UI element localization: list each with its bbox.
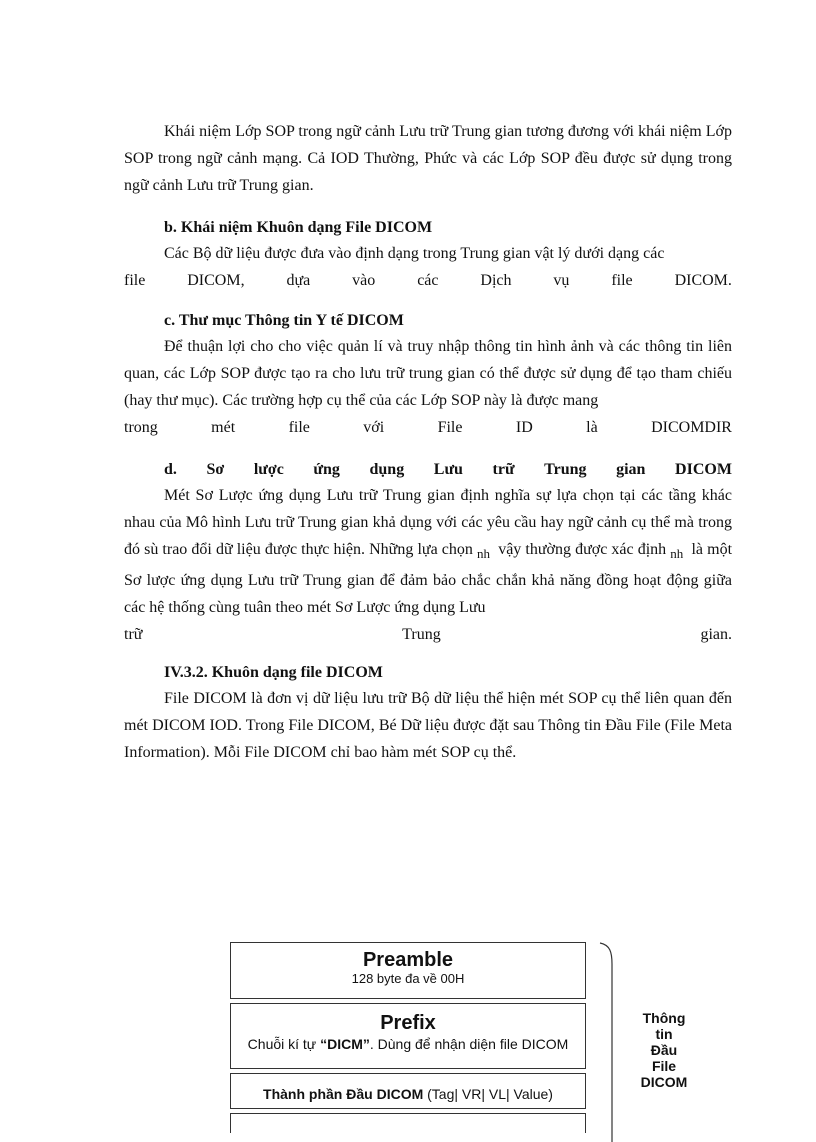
heading-medical-directory: c. Thư mục Thông tin Y tế DICOM: [164, 312, 404, 329]
word: file: [288, 419, 310, 436]
word: ID: [515, 419, 533, 436]
heading-file-format-concept: b. Khái niệm Khuôn dạng File DICOM: [164, 219, 433, 236]
text-run: vậy thường được xác định: [498, 541, 667, 558]
word: file: [611, 272, 633, 289]
word: là: [586, 419, 598, 436]
prefix-description: [231, 1036, 585, 1052]
word: File: [437, 419, 463, 436]
justified-line: [124, 621, 732, 648]
paragraph-file-format: [124, 240, 732, 294]
word: gian: [616, 461, 646, 478]
word: với: [363, 419, 385, 436]
heading-application-profile: [124, 456, 732, 483]
preamble-description: 128 byte đa về 00H: [351, 971, 465, 986]
word: Trung: [402, 626, 441, 643]
word: DICOM,: [187, 272, 245, 289]
word: Dịch: [480, 272, 512, 289]
paragraph-sop-context: Khái niệm Lớp SOP trong ngữ cảnh Lưu trữ Trung gian tương đương với khái niệm Lớp SOP trong ngữ cảnh mạng. Cả IOD Thường, Phức và các Lớp SOP đều được sử dụng trong ngữ cảnh Lưu trữ Trung gian.: [124, 123, 732, 194]
label-line: Đầu: [650, 1042, 678, 1058]
preamble-box: [230, 942, 586, 999]
right-brace: [598, 942, 620, 1142]
paragraph-directory: [124, 333, 732, 441]
word: dụng: [369, 461, 405, 478]
file-meta-info-label: [628, 1010, 700, 1090]
subscript-fragment: nh: [670, 546, 684, 561]
label-line: File: [651, 1058, 677, 1074]
word: vào: [352, 272, 376, 289]
word: mét: [211, 419, 236, 436]
word: Sơ: [206, 461, 225, 478]
word: Trung: [544, 461, 587, 478]
paragraph-dicom-file: File DICOM là đơn vị dữ liệu lưu trữ Bộ dữ liệu thể hiện mét SOP cụ thể liên quan đến mét DICOM IOD. Trong File DICOM, Bé Dữ liệu được đặt sau Thông tin Đầu File (File Meta Information). Mỗi File DICOM chỉ bao hàm mét SOP cụ thể.: [124, 690, 732, 761]
text-run: . Dùng để nhận diện file DICOM: [369, 1036, 569, 1052]
word: trữ: [492, 461, 515, 478]
next-element-box: [230, 1113, 586, 1133]
label-line: DICOM: [640, 1074, 688, 1090]
label-line: Thông: [642, 1010, 686, 1026]
word: Lưu: [433, 461, 463, 478]
word: vụ: [553, 272, 570, 289]
paragraph-application-profile: [124, 482, 732, 648]
word: các: [417, 272, 439, 289]
paragraph-lines: [124, 482, 732, 621]
paragraph-lines: Để thuận lợi cho cho việc quản lí và truy nhập thông tin hình ảnh và các thông tin liên quan, các Lớp SOP được tạo ra cho lưu trữ trung gian có thể được sử dụng để tạo tham chiếu (hay thư mục). Các trường hợp cụ thể của các Lớp SOP này là được mang: [124, 338, 732, 409]
word: dựa: [286, 272, 311, 289]
word: trong: [124, 419, 158, 436]
text-run: là một Sơ lược ứng dụng Lưu trữ Trung gian để đảm bảo chắc chắn khả năng đồng hoạt động giữa các hệ thống cùng tuân theo mét Sơ Lược ứng dụng Lưu: [124, 541, 733, 616]
word: gian.: [700, 626, 732, 643]
justified-line: [124, 414, 732, 441]
text-run: Chuỗi kí tự: [247, 1036, 321, 1052]
text-run: Mét Sơ Lược ứng dụng Lưu trữ Trung gian định nghĩa sự lựa chọn tại các tầng khác nhau của Mô hình Lưu trữ Trung gian khả dụng với các yêu cầu hay ngữ cảnh cụ thể mà trong đó sù trao đổi dữ liệu được thực hiện. Những lựa chọn: [124, 487, 732, 558]
word: d.: [164, 461, 177, 478]
subscript-fragment: nh: [476, 546, 490, 561]
meta-element-box: [230, 1073, 586, 1109]
element-fields: (Tag| VR| VL| Value): [423, 1086, 553, 1102]
word: DICOMDIR: [651, 419, 732, 436]
preamble-title: Preamble: [362, 949, 454, 971]
heading-section-iv-3-2: IV.3.2. Khuôn dạng file DICOM: [164, 664, 383, 681]
label-line: tin: [655, 1026, 673, 1042]
word: trữ: [124, 626, 143, 643]
word: file: [124, 272, 146, 289]
element-label: Thành phần Đầu DICOM: [263, 1086, 424, 1102]
paragraph-line: Các Bộ dữ liệu được đưa vào định dạng trong Trung gian vật lý dưới dạng các: [164, 245, 665, 262]
word: DICOM.: [674, 272, 732, 289]
prefix-title: Prefix: [380, 1012, 436, 1034]
prefix-box: [230, 1003, 586, 1069]
text-run: “DICM”: [320, 1036, 370, 1052]
justified-line: [124, 267, 732, 294]
word: lược: [253, 461, 284, 478]
word: DICOM: [675, 461, 732, 478]
word: ứng: [313, 461, 340, 478]
